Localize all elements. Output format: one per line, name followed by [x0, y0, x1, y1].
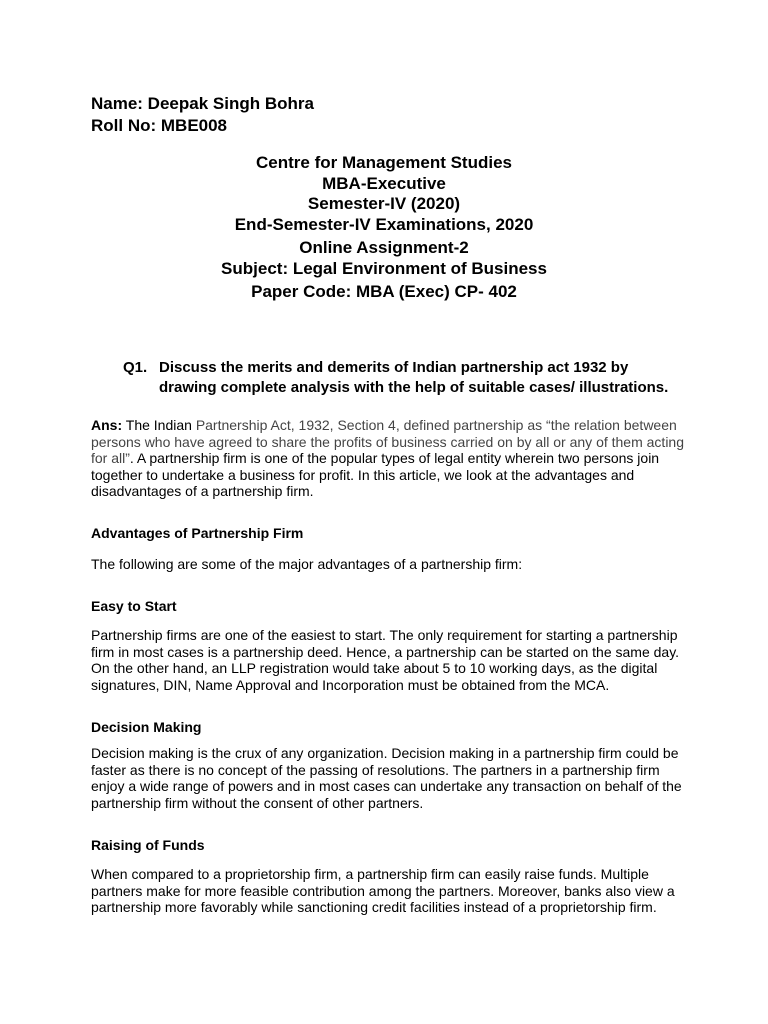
student-roll: Roll No: MBE008	[91, 116, 228, 135]
header-institution: Centre for Management Studies	[256, 153, 512, 172]
question-1	[123, 358, 683, 398]
header-exam: End-Semester-IV Examinations, 2020	[234, 214, 534, 234]
header-assignment: Online Assignment-2	[299, 238, 469, 257]
exam-header	[0, 153, 768, 303]
answer-definition: Partnership Act, 1932, Section 4, defined partnership as “the relation between persons who have agreed to share the profits of business carried on by all or any of them acting for all”	[91, 417, 685, 467]
answer-text-1: The Indian	[122, 417, 196, 433]
easy-to-start-heading: Easy to Start	[91, 598, 177, 614]
header-paper-code: Paper Code: MBA (Exec) CP- 402	[251, 282, 517, 301]
answer-text-2: . A partnership firm is one of the popular types of legal entity wherein two persons join together to undertake a business for profit. In this article, we look at the advantages and disadvantages of a partnership firm.	[91, 450, 660, 500]
easy-to-start-body: Partnership firms are one of the easiest to start. The only requirement for starting a partnership firm in most cases is a partnership deed. Hence, a partnership can be started on the same day. On the other hand, an LLP registration would take about 5 to 10 working days, as the digital signatures, DIN, Name Approval and Incorporation must be obtained from the MCA.	[91, 627, 680, 693]
decision-making-heading: Decision Making	[91, 719, 202, 735]
decision-making-body: Decision making is the crux of any organization. Decision making in a partnership firm could be faster as there is no concept of the passing of resolutions. The partners in a partnership firm enjoy a wide range of powers and in most cases can undertake any transaction on behalf of the partnership firm without the consent of other partners.	[91, 745, 682, 811]
question-number: Q1.	[123, 359, 148, 376]
answer-paragraph	[91, 417, 691, 500]
raising-funds-heading: Raising of Funds	[91, 837, 205, 853]
answer-label: Ans:	[91, 417, 123, 433]
advantages-heading: Advantages of Partnership Firm	[91, 525, 304, 541]
student-info	[91, 93, 314, 137]
raising-funds-body: When compared to a proprietorship firm, a partnership firm can easily raise funds. Multiple partners make for more feasible contribution among the partners. Moreover, banks also view a partnership more favorably while sanctioning credit facilities instead of a proprietorship firm.	[91, 866, 675, 916]
header-semester: Semester-IV (2020)	[307, 194, 461, 213]
header-subject: Subject: Legal Environment of Business	[221, 258, 547, 278]
advantages-intro: The following are some of the major advantages of a partnership firm:	[91, 556, 523, 572]
header-program: MBA-Executive	[322, 173, 446, 193]
question-text: Discuss the merits and demerits of Indian partnership act 1932 by drawing complete analysis with the help of suitable cases/ illustrations.	[159, 359, 669, 396]
student-name: Name: Deepak Singh Bohra	[91, 94, 314, 113]
